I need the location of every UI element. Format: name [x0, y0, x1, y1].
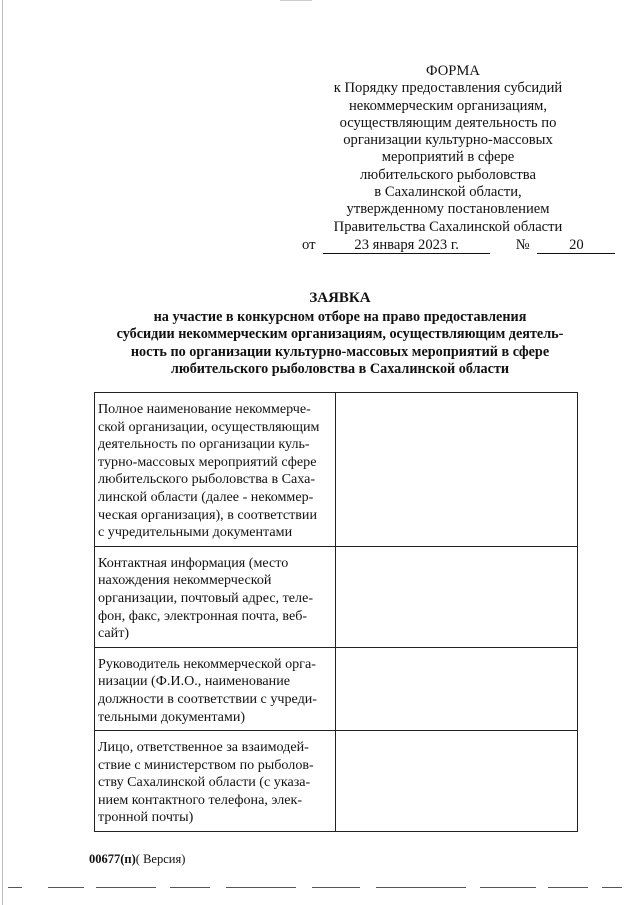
title-line: любительского рыболовства в Сахалинской области	[170, 361, 510, 378]
table-row	[95, 647, 578, 730]
cell-text: нахождения некоммерческой	[98, 572, 272, 589]
document-code: 00677(п)	[89, 852, 136, 866]
header-line: Правительства Сахалинской области	[333, 218, 563, 235]
form-header	[298, 63, 598, 236]
cell-text: Контактная информация (место	[98, 554, 289, 571]
header-line: мероприятий в сфере	[381, 149, 515, 166]
value-cell-head[interactable]	[336, 647, 578, 730]
cell-text: Лицо, ответственное за взаимодей-	[98, 739, 309, 756]
cell-text: должности в соответствии с учреди-	[98, 690, 317, 707]
cell-text: низации (Ф.И.О., наименование	[98, 673, 291, 690]
header-line: некоммерческим организациям,	[348, 97, 548, 114]
table-row	[95, 393, 578, 547]
cell-text: сайт)	[98, 625, 130, 642]
cell-text: нием контактного телефона, элек-	[98, 791, 303, 808]
title-line: ность по организации культурно-массовых мероприятий в сфере	[130, 343, 550, 360]
header-line: к Порядку предоставления субсидий	[333, 80, 563, 97]
version-mark	[89, 852, 185, 867]
header-line: организации культурно-массовых	[343, 132, 553, 149]
cell-text: организации, почтовый адрес, теле-	[98, 589, 314, 606]
row-label-responsible-person	[95, 731, 336, 832]
cell-text: тельными документами)	[98, 708, 246, 725]
title-main: ЗАЯВКА	[309, 290, 371, 306]
version-label: ( Версия)	[135, 852, 186, 866]
title-line: субсидии некоммерческим организациям, осуществляющим деятель-	[116, 326, 564, 343]
scan-artifact-bottom	[0, 884, 633, 892]
header-line: любительского рыболовства	[360, 166, 536, 183]
cell-text: любительского рыболовства в Саха-	[98, 471, 316, 488]
header-line: утвержденному постановлением	[346, 201, 550, 218]
cell-text: ской организации, осуществляющим	[98, 418, 320, 435]
title-line: на участие в конкурсном отборе на право предоставления	[153, 308, 527, 325]
document-title	[60, 290, 620, 379]
row-label-full-name	[95, 393, 336, 547]
application-table	[94, 392, 578, 832]
header-line: осуществляющим деятельность по	[339, 114, 557, 131]
cell-text: Полное наименование некоммерче-	[98, 401, 311, 417]
cell-text: ству Сахалинской области (с указа-	[98, 774, 311, 791]
order-reference	[302, 236, 602, 254]
cell-text: ческая организация), в соответствии	[98, 506, 318, 523]
cell-text: турно-массовых мероприятий сфере	[98, 453, 317, 470]
value-cell-responsible-person[interactable]	[336, 731, 578, 832]
scan-artifact-top	[280, 0, 312, 1]
header-line: в Сахалинской области,	[374, 184, 522, 201]
value-cell-contact-info[interactable]	[336, 546, 578, 647]
from-label: от	[302, 237, 316, 253]
table-row	[95, 546, 578, 647]
page-edge	[2, 0, 3, 905]
cell-text: деятельность по организации куль-	[98, 436, 310, 453]
cell-text: линской области (далее - некоммер-	[98, 488, 314, 505]
row-label-contact-info	[95, 546, 336, 647]
order-number: 20	[537, 237, 615, 254]
form-word: ФОРМА	[426, 63, 480, 79]
cell-text: тронной почты)	[98, 809, 194, 826]
value-cell-full-name[interactable]	[336, 393, 578, 547]
cell-text: ствие с министерством по рыболов-	[98, 756, 314, 773]
number-sign: №	[515, 237, 530, 253]
cell-text: с учредительными документами	[98, 524, 293, 541]
cell-text: Руководитель некоммерческой орга-	[98, 655, 316, 672]
row-label-head	[95, 647, 336, 730]
table-row	[95, 731, 578, 832]
order-date: 23 января 2023 г.	[323, 237, 490, 254]
cell-text: фон, факс, электронная почта, веб-	[98, 607, 308, 624]
